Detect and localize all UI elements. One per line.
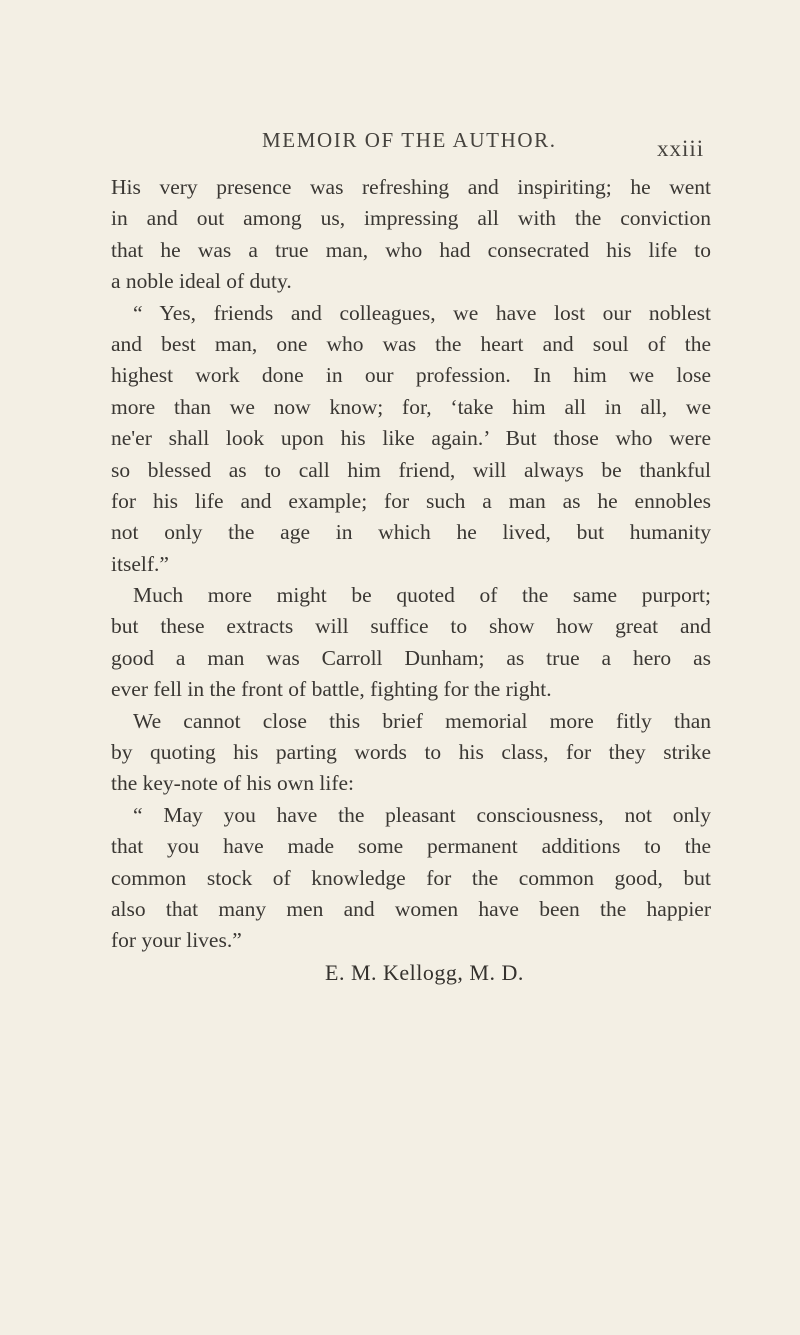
text-line: “ May you have the pleasant consciousness, not only [133, 802, 711, 827]
body-text [111, 172, 711, 989]
text-line: for your lives.” [111, 928, 242, 953]
text-line: by quoting his parting words to his class, for they strike [111, 740, 711, 765]
text-line: but these extracts will suffice to show how great and [111, 614, 711, 639]
text-line: for his life and example; for such a man as he ennobles [111, 488, 711, 513]
text-line: the key-note of his own life: [111, 771, 355, 796]
text-line: itself.” [111, 551, 169, 576]
text-line: highest work done in our profession. In him we lose [111, 363, 711, 388]
text-line: “ Yes, friends and colleagues, we have lost our noblest [133, 300, 711, 325]
text-line: good a man was Carroll Dunham; as true a hero as [111, 645, 711, 670]
text-line: ever fell in the front of battle, fighting for the right. [111, 677, 552, 702]
running-head [0, 128, 800, 161]
text-line: and best man, one who was the heart and soul of the [111, 331, 711, 356]
text-line: ne'er shall look upon his like again.’ But those who were [111, 426, 711, 451]
text-line: We cannot close this brief memorial more fitly than [133, 708, 711, 733]
text-line: that you have made some permanent additions to the [111, 834, 711, 859]
page-number: xxiii [657, 136, 705, 161]
text-line: so blessed as to call him friend, will always be thankful [111, 457, 711, 482]
text-line: His very presence was refreshing and inspiriting; he went [111, 175, 711, 199]
text-line: common stock of knowledge for the common good, but [111, 865, 711, 890]
text-line: that he was a true man, who had consecrated his life to [111, 237, 711, 262]
text-line: not only the age in which he lived, but humanity [111, 520, 711, 545]
text-line: also that many men and women have been the happier [111, 896, 711, 921]
text-line: Much more might be quoted of the same purport; [133, 583, 711, 608]
text-line: in and out among us, impressing all with the conviction [111, 206, 711, 231]
running-head-title: MEMOIR OF THE AUTHOR. [262, 128, 557, 152]
text-line: more than we now know; for, ‘take him all in all, we [111, 394, 711, 419]
signature: E. M. Kellogg, M. D. [325, 959, 524, 985]
text-line: a noble ideal of duty. [111, 269, 292, 294]
